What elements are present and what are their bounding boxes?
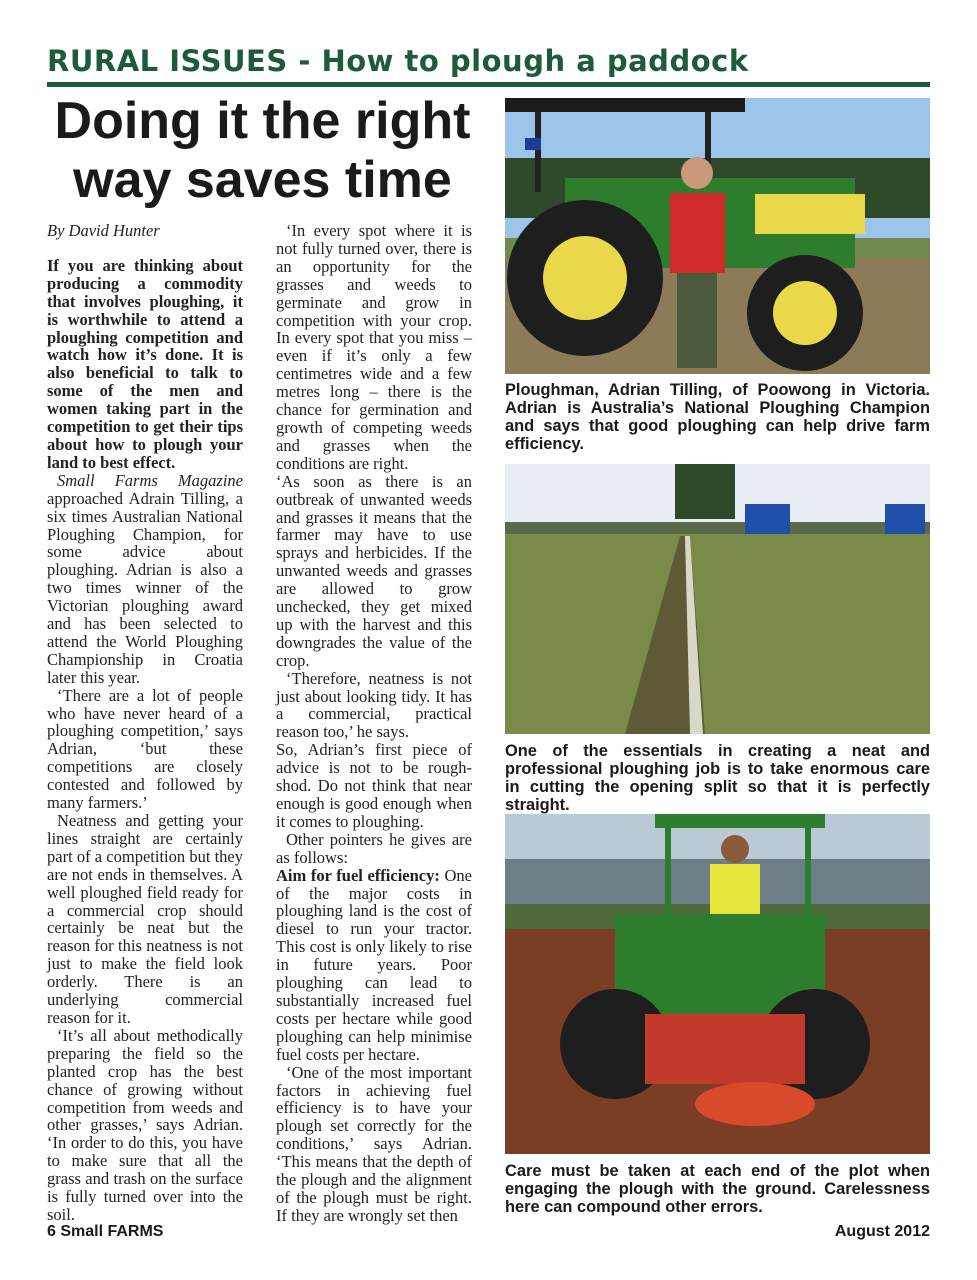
paragraph-8: So, Adrian’s first piece of advice is not to be rough-shod. Do not think that near enough is good enough when it comes to ploughing.: [276, 740, 472, 831]
headline: Doing it the right way saves time: [54, 92, 471, 209]
paragraph-5: ‘In every spot where it is not fully turned over, there is an opportunity for the grasses and weeds to germinate and grow in competition with your crop. In every spot that you miss – even if it’s only a few centimetres wide and a few metres long – there is the chance for germination and growth of competing weeds and grasses when the conditions are right.: [276, 221, 472, 473]
paragraph-6: ‘As soon as there is an outbreak of unwanted weeds and grasses it means that the farmer may have to use sprays and herbicides. If the unwanted weeds and grasses are allowed to grow unchecked, they get mixed up with the harvest and this downgrades the value of the crop.: [276, 471, 472, 670]
paragraph-2: ‘There are a lot of people who have never heard of a ploughing competition,’ says Adrian, ‘but these competitions are closely contested and followed by many farmers.’: [47, 685, 243, 813]
tractor-plough-engaging-photo: [505, 814, 930, 1154]
paragraph-3: Neatness and getting your lines straight are certainly part of a competition but they are not ends in themselves. A well ploughed field ready for a commercial crop should certainly be neat but the reason for this neatness is not just to make the field look orderly. There is an underlying commercial reason for it.: [47, 811, 243, 1027]
magazine-name: Small Farms Magazine: [57, 470, 243, 490]
lede-paragraph: If you are thinking about producing a commodity that involves ploughing, it is worthwhile to attend a ploughing competition and watch how it’s done. It is also beneficial to talk to some of the men and women taking part in the competition to get their tips about how to plough your land to best effect.: [47, 255, 243, 472]
page-folio: 6 Small FARMS: [47, 1223, 164, 1240]
article-column-2: [276, 222, 472, 1225]
paragraph-1-text: approached Adrain Tilling, a six times Australian National Ploughing Champion, for some advice about ploughing. Adrian is also a two times winner of the Victorian ploughing award and has been selected to attend the World Ploughing Championship in Croatia later this year.: [47, 488, 243, 687]
byline: By David Hunter: [47, 221, 160, 240]
photo-caption-1: Ploughman, Adrian Tilling, of Poowong in Victoria. Adrian is Australia’s National Ploughing Champion and says that good ploughing can help drive farm efficiency.: [505, 381, 930, 453]
issue-date: August 2012: [834, 1223, 930, 1240]
paragraph-7: ‘Therefore, neatness is not just about looking tidy. It has a commercial, practical reason too,’ he says.: [276, 668, 472, 742]
opening-split-furrow-photo: [505, 464, 930, 734]
paragraph-10-text: One of the major costs in ploughing land is the cost of diesel to run your tractor. This cost is only likely to rise in future years. Poor ploughing can lead to substantially increased fuel costs per hectare while good ploughing can help minimise fuel costs per hectare.: [276, 865, 472, 1064]
photo-caption-3: Care must be taken at each end of the plot when engaging the plough with the ground. Carelessness here can compound other errors.: [505, 1162, 930, 1216]
paragraph-11: ‘One of the most important factors in achieving fuel efficiency is to have your plough set correctly for the conditions,’ says Adrian. ‘This means that the depth of the plough and the alignment of the plough must be right. If they are wrongly set then: [276, 1062, 472, 1225]
kicker-rule: [47, 82, 930, 87]
article-column-1: [47, 222, 243, 1224]
section-kicker: RURAL ISSUES - How to plough a paddock: [47, 44, 749, 78]
paragraph-4: ‘It’s all about methodically preparing the field so the planted crop has the best chance of growing without competition from weeds and other grasses,’ says Adrian. ‘In order to do this, you have to make sure that all the grass and trash on the surface is fully turned over into the soil.: [47, 1025, 243, 1224]
photo-caption-2: One of the essentials in creating a neat and professional ploughing job is to take enormous care in cutting the opening split so that it is perfectly straight.: [505, 742, 930, 814]
paragraph-1: [47, 472, 243, 687]
tractor-ploughman-photo: [505, 98, 930, 374]
paragraph-9: Other pointers he gives are as follows:: [276, 829, 472, 867]
paragraph-10: [276, 867, 472, 1064]
subhead-fuel-efficiency: Aim for fuel efficiency:: [276, 865, 440, 885]
